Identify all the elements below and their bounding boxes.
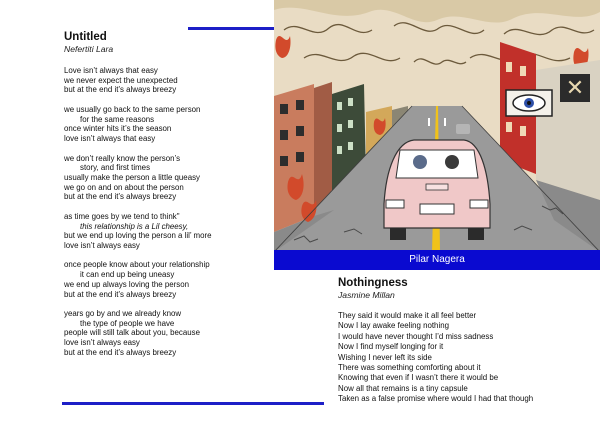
poem-line: the type of people we have	[80, 318, 175, 328]
poem-line: but at the end it’s always breezy	[64, 85, 177, 95]
stanza-2	[64, 105, 274, 144]
poem-untitled	[64, 30, 274, 367]
stanza-3	[64, 154, 274, 203]
poem-line: for the same reasons	[80, 114, 155, 124]
poem-line: love isn’t always easy	[64, 240, 140, 250]
poem-line: Now all that remains is a tiny capsule	[338, 383, 468, 393]
poem-line: this relationship is a Lil cheesy,	[80, 221, 189, 231]
poem-line: we usually go back to the same person	[64, 104, 201, 114]
poem-line: people will still talk about you, because	[64, 328, 200, 338]
poem-line: love isn’t always that easy	[64, 134, 156, 144]
poem-nothingness	[338, 276, 600, 414]
street-painting-illustration	[274, 0, 600, 252]
poem-line: but at the end it’s always breezy	[64, 192, 177, 202]
accent-rule-bottom	[62, 402, 324, 405]
poem-title: Untitled	[64, 31, 107, 43]
poem-author: Nefertiti Lara	[64, 44, 114, 54]
poem-line: Love isn’t always that easy	[64, 66, 158, 75]
stanza-6	[64, 309, 274, 358]
poem-line: but at the end it’s always breezy	[64, 289, 177, 299]
poem-line: but we end up loving the person a lil’ more	[64, 231, 212, 241]
poem-line: usually make the person a little queasy	[64, 172, 200, 182]
artist-name: Pilar Nagera	[409, 254, 465, 265]
poem-line: once people know about your relationship	[64, 260, 210, 270]
stanza-5	[64, 260, 274, 299]
poem-line: but at the end it’s always breezy	[64, 347, 177, 357]
stanza-1	[338, 311, 600, 405]
poem-line: as time goes by we tend to think"	[64, 211, 180, 221]
poem-line: They said it would make it all feel better	[338, 311, 477, 320]
stanza-1	[64, 66, 274, 95]
x-sign-glyph: ✕	[565, 76, 585, 101]
artwork-caption-bar	[274, 250, 600, 270]
poem-line: years go by and we already know	[64, 309, 182, 319]
poem-line: Taken as a false promise where would I had that though	[338, 394, 534, 404]
poem-line: we end up always loving the person	[64, 279, 190, 289]
poem-line: it can end up being uneasy	[80, 270, 175, 280]
poem-line: love isn’t always easy	[64, 338, 140, 348]
poem-line: we go on and on about the person	[64, 182, 184, 192]
poem-line: I would have never thought I’d miss sadness	[338, 331, 494, 341]
poem-line: once winter hits it’s the season	[64, 124, 172, 134]
poem-line: we never expect the unexpected	[64, 75, 178, 85]
poem-line: story, and first times	[80, 163, 151, 173]
stanza-4	[64, 212, 274, 251]
poem-author: Jasmine Millan	[338, 290, 395, 300]
poem-line: we don’t really know the person’s	[64, 153, 181, 163]
poem-line: There was something comforting about it	[338, 363, 481, 373]
poem-title: Nothingness	[338, 277, 408, 289]
poem-line: Now I find myself longing for it	[338, 342, 444, 352]
poem-line: Now I lay awake feeling nothing	[338, 321, 449, 331]
street-artwork	[274, 0, 600, 252]
poem-line: Knowing that even if I wasn’t there it would be	[338, 373, 499, 383]
poem-line: Wishing I never left its side	[338, 352, 432, 362]
